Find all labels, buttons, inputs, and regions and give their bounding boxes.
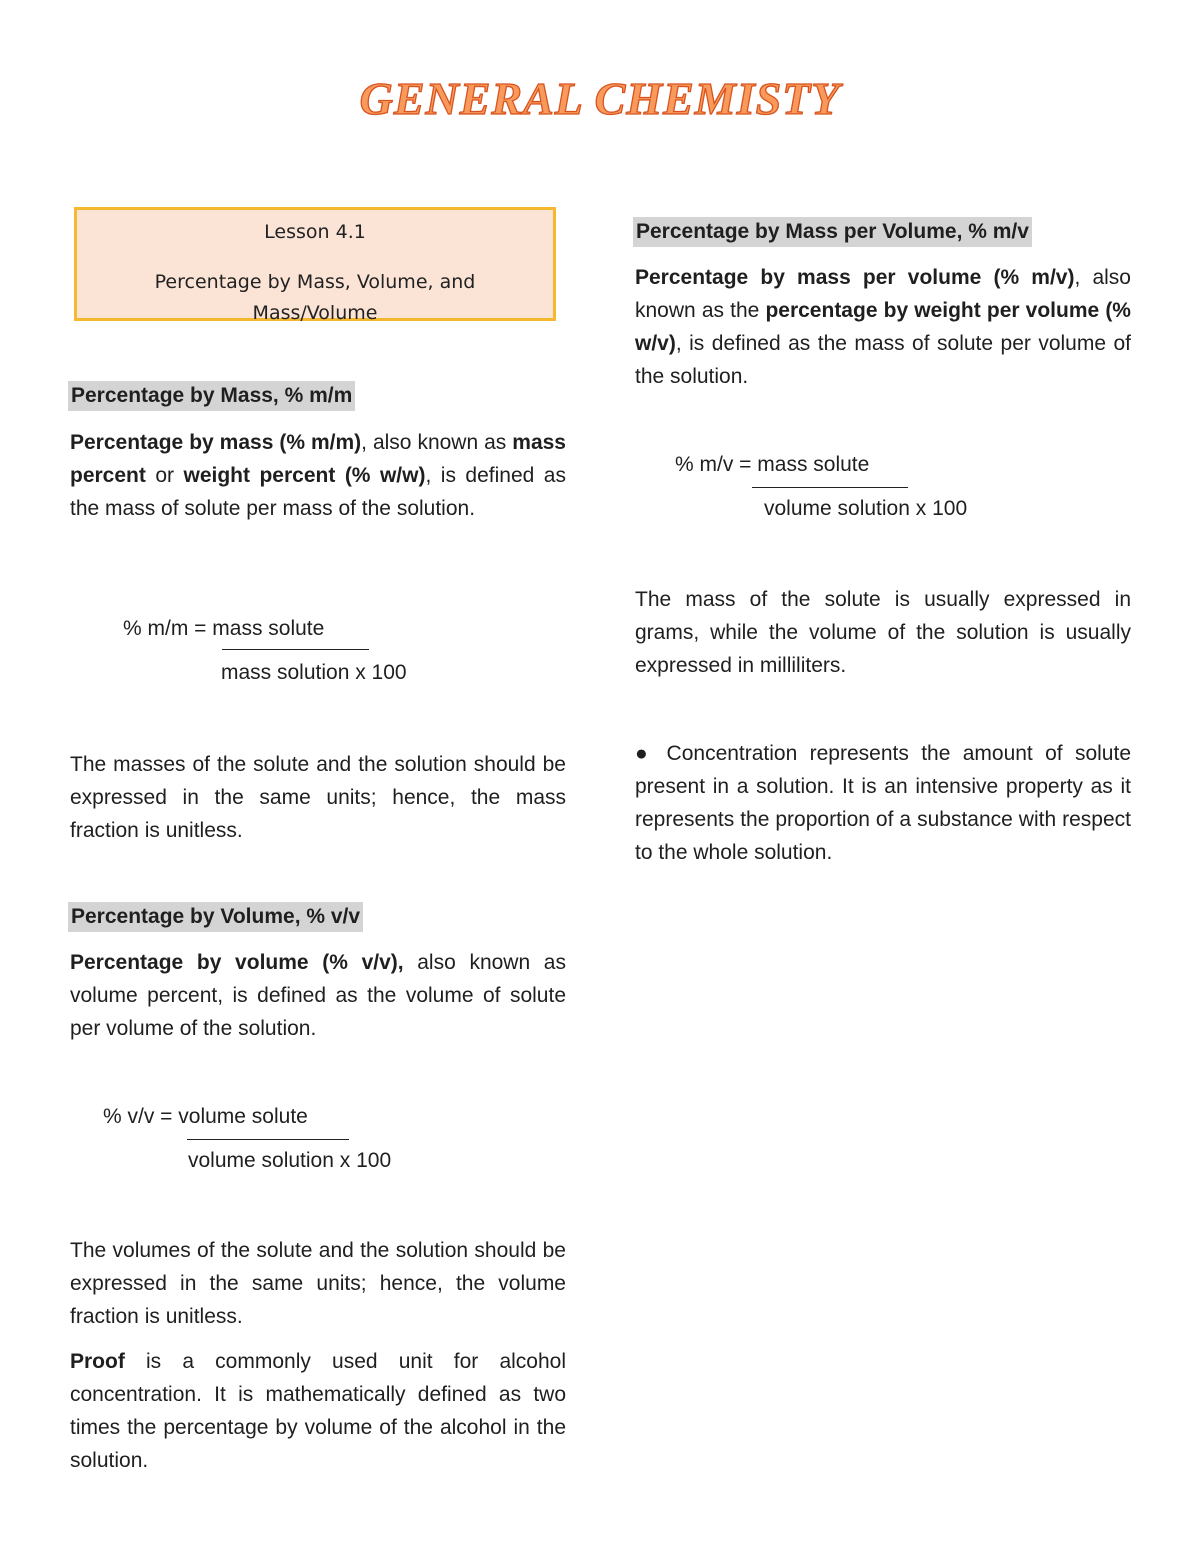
page-title: GENERAL CHEMISTY — [359, 73, 841, 124]
mass-formula-numerator: mass solute — [212, 617, 325, 640]
mass-formula-lhs: % m/m = mass solute — [123, 617, 325, 640]
heading-massvol: Percentage by Mass per Volume, % m/v — [633, 217, 1032, 247]
volume-fraction-bar — [187, 1139, 349, 1140]
volume-formula-denominator: volume solution x 100 — [188, 1149, 392, 1172]
lesson-number: Lesson 4.1 — [264, 221, 366, 243]
volume-definition: Percentage by volume (% v/v), also known as volume percent, is defined as the volume of solute per volume of the solution. — [70, 951, 566, 1040]
mass-definition: Percentage by mass (% m/m), also known as mass percent or weight percent (% w/w), is defined as the mass of solute per mass of the solution. — [70, 431, 566, 520]
bullet-icon: ● — [635, 742, 655, 765]
massvol-formula-numerator: mass solute — [757, 453, 870, 476]
volume-formula-lhs: % v/v = volume solute — [103, 1105, 308, 1128]
massvol-formula-denominator: volume solution x 100 — [764, 497, 968, 520]
proof-paragraph: Proof is a commonly used unit for alcohol concentration. It is mathematically defined as two times the percentage by volume of the alcohol in the solution. — [70, 1350, 566, 1472]
massvol-definition: Percentage by mass per volume (% m/v), also known as the percentage by weight per volume (% w/v), is defined as the mass of solute per volume of the solution. — [635, 266, 1131, 388]
heading-mass: Percentage by Mass, % m/m — [68, 381, 355, 411]
massvol-formula-lhs: % m/v = mass solute — [675, 453, 870, 476]
lesson-topic: Percentage by Mass, Volume, and Mass/Volume — [154, 271, 476, 324]
volume-note: The volumes of the solute and the solution should be expressed in the same units; hence, the volume fraction is unitless. — [70, 1239, 566, 1328]
mass-note: The masses of the solute and the solution should be expressed in the same units; hence, the mass fraction is unitless. — [70, 753, 566, 842]
massvol-note: The mass of the solute is usually expressed in grams, while the volume of the solution is usually expressed in milliliters. — [635, 588, 1131, 677]
lesson-box — [74, 207, 556, 324]
volume-term: Percentage by volume (% v/v), — [70, 951, 404, 974]
heading-volume: Percentage by Volume, % v/v — [68, 902, 363, 932]
proof-term: Proof — [70, 1350, 125, 1373]
massvol-term: Percentage by mass per volume (% m/v) — [635, 266, 1075, 289]
volume-formula-numerator: volume solute — [178, 1105, 308, 1128]
massvol-fraction-bar — [752, 487, 908, 488]
mass-fraction-bar — [222, 649, 369, 650]
concentration-bullet: ● Concentration represents the amount of solute present in a solution. It is an intensive property as it represents the proportion of a substance with respect to the whole solution. — [635, 742, 1132, 864]
mass-formula-denominator: mass solution x 100 — [221, 661, 407, 684]
mass-term: Percentage by mass (% m/m) — [70, 431, 362, 454]
